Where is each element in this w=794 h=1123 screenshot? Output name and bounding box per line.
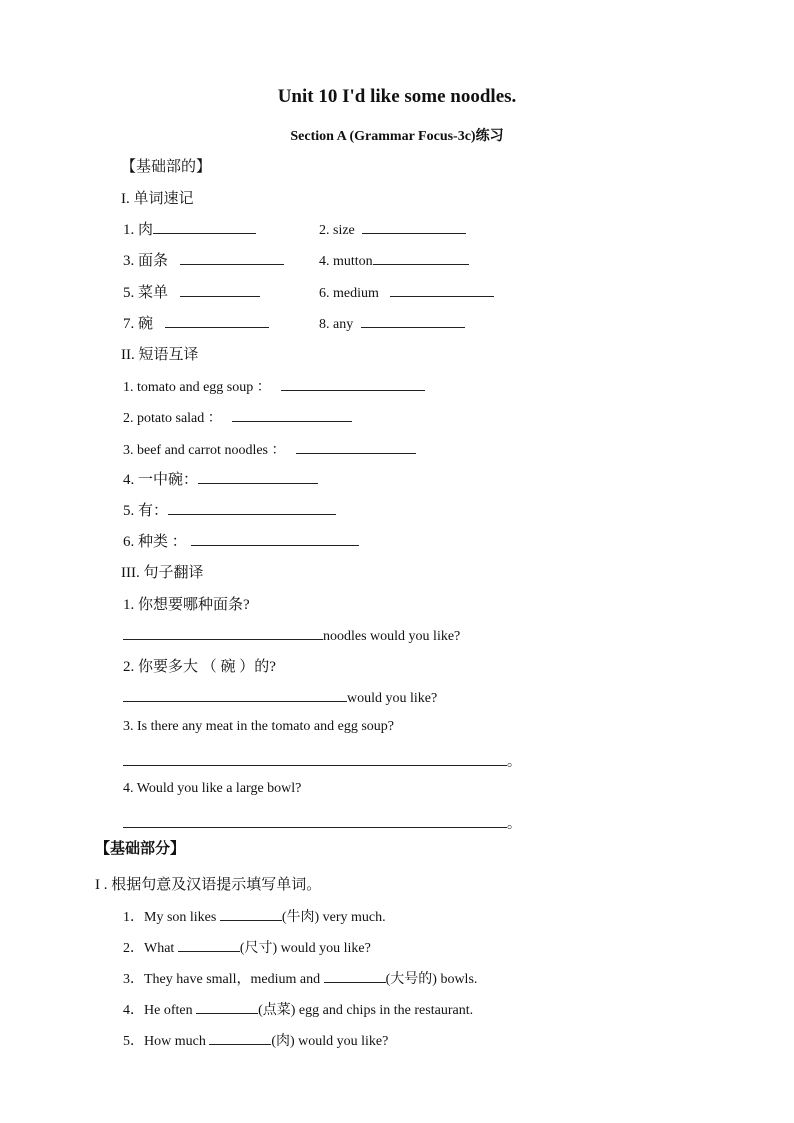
sentence-answer-line: noodles would you like? bbox=[123, 626, 460, 645]
answer-blank[interactable] bbox=[198, 470, 318, 484]
phrase-item: 1. tomato and egg soup ： bbox=[123, 376, 425, 396]
vocab-item: 1. 肉 bbox=[123, 218, 256, 239]
section-1-heading: I. 单词速记 bbox=[121, 191, 194, 207]
page-title: Unit 10 I'd like some noodles. bbox=[277, 86, 517, 107]
sentence-prompt: 4. Would you like a large bowl? bbox=[123, 781, 302, 796]
fill-item: 4．He often (点菜) egg and chips in the restaurant. bbox=[123, 999, 473, 1019]
part2-instruction: I . 根据句意及汉语提示填写单词。 bbox=[95, 877, 322, 893]
vocab-item: 6. medium bbox=[319, 283, 494, 302]
answer-blank[interactable] bbox=[123, 688, 347, 702]
sentence-answer-line: would you like? bbox=[123, 688, 437, 707]
answer-blank[interactable] bbox=[123, 752, 507, 766]
page-subtitle: Section A (Grammar Focus-3c)练习 bbox=[290, 129, 504, 144]
answer-blank[interactable] bbox=[191, 532, 359, 546]
vocab-item: 2. size bbox=[319, 220, 466, 239]
answer-blank[interactable] bbox=[168, 501, 336, 515]
section-2-heading: II. 短语互译 bbox=[121, 347, 199, 363]
answer-blank[interactable] bbox=[390, 283, 494, 297]
answer-blank[interactable] bbox=[180, 251, 284, 265]
vocab-item: 4. mutton bbox=[319, 251, 469, 270]
phrase-item: 3. beef and carrot noodles ： bbox=[123, 439, 416, 459]
sentence-answer-line: 。 bbox=[123, 813, 521, 833]
answer-blank[interactable] bbox=[180, 283, 260, 297]
vocab-item: 5. 菜单 bbox=[123, 281, 260, 302]
sentence-answer-line: 。 bbox=[123, 751, 521, 771]
vocab-item: 3. 面条 bbox=[123, 249, 284, 270]
phrase-item: 4. 一中碗： bbox=[123, 468, 318, 489]
answer-blank[interactable] bbox=[165, 314, 269, 328]
answer-blank[interactable] bbox=[153, 220, 256, 234]
answer-blank[interactable] bbox=[281, 377, 425, 391]
answer-blank[interactable] bbox=[220, 907, 282, 921]
answer-blank[interactable] bbox=[324, 969, 386, 983]
answer-blank[interactable] bbox=[362, 220, 466, 234]
part1-header: 【基础部的】 bbox=[121, 159, 212, 175]
answer-blank[interactable] bbox=[373, 251, 469, 265]
fill-item: 1．My son likes (牛肉) very much. bbox=[123, 906, 386, 926]
fill-item: 2．What (尺寸) would you like? bbox=[123, 937, 371, 957]
answer-blank[interactable] bbox=[232, 408, 352, 422]
sentence-prompt: 3. Is there any meat in the tomato and egg soup? bbox=[123, 719, 394, 734]
answer-blank[interactable] bbox=[209, 1031, 271, 1045]
vocab-item: 8. any bbox=[319, 314, 465, 333]
sentence-prompt: 2. 你要多大 （ 碗 ）的? bbox=[123, 659, 276, 675]
vocab-item: 7. 碗 bbox=[123, 312, 269, 333]
answer-blank[interactable] bbox=[123, 626, 323, 640]
answer-blank[interactable] bbox=[196, 1000, 258, 1014]
phrase-item: 5. 有： bbox=[123, 499, 336, 520]
fill-item: 3．They have small，medium and (大号的) bowls. bbox=[123, 968, 477, 988]
answer-blank[interactable] bbox=[123, 814, 507, 828]
phrase-item: 2. potato salad ： bbox=[123, 407, 352, 427]
answer-blank[interactable] bbox=[296, 440, 416, 454]
answer-blank[interactable] bbox=[178, 938, 240, 952]
section-3-heading: III. 句子翻译 bbox=[121, 565, 204, 581]
part2-header: 【基础部分】 bbox=[95, 841, 186, 857]
phrase-item: 6. 种类 ： bbox=[123, 530, 359, 551]
answer-blank[interactable] bbox=[361, 314, 465, 328]
fill-item: 5．How much (肉) would you like? bbox=[123, 1030, 388, 1050]
sentence-prompt: 1. 你想要哪种面条? bbox=[123, 597, 250, 613]
